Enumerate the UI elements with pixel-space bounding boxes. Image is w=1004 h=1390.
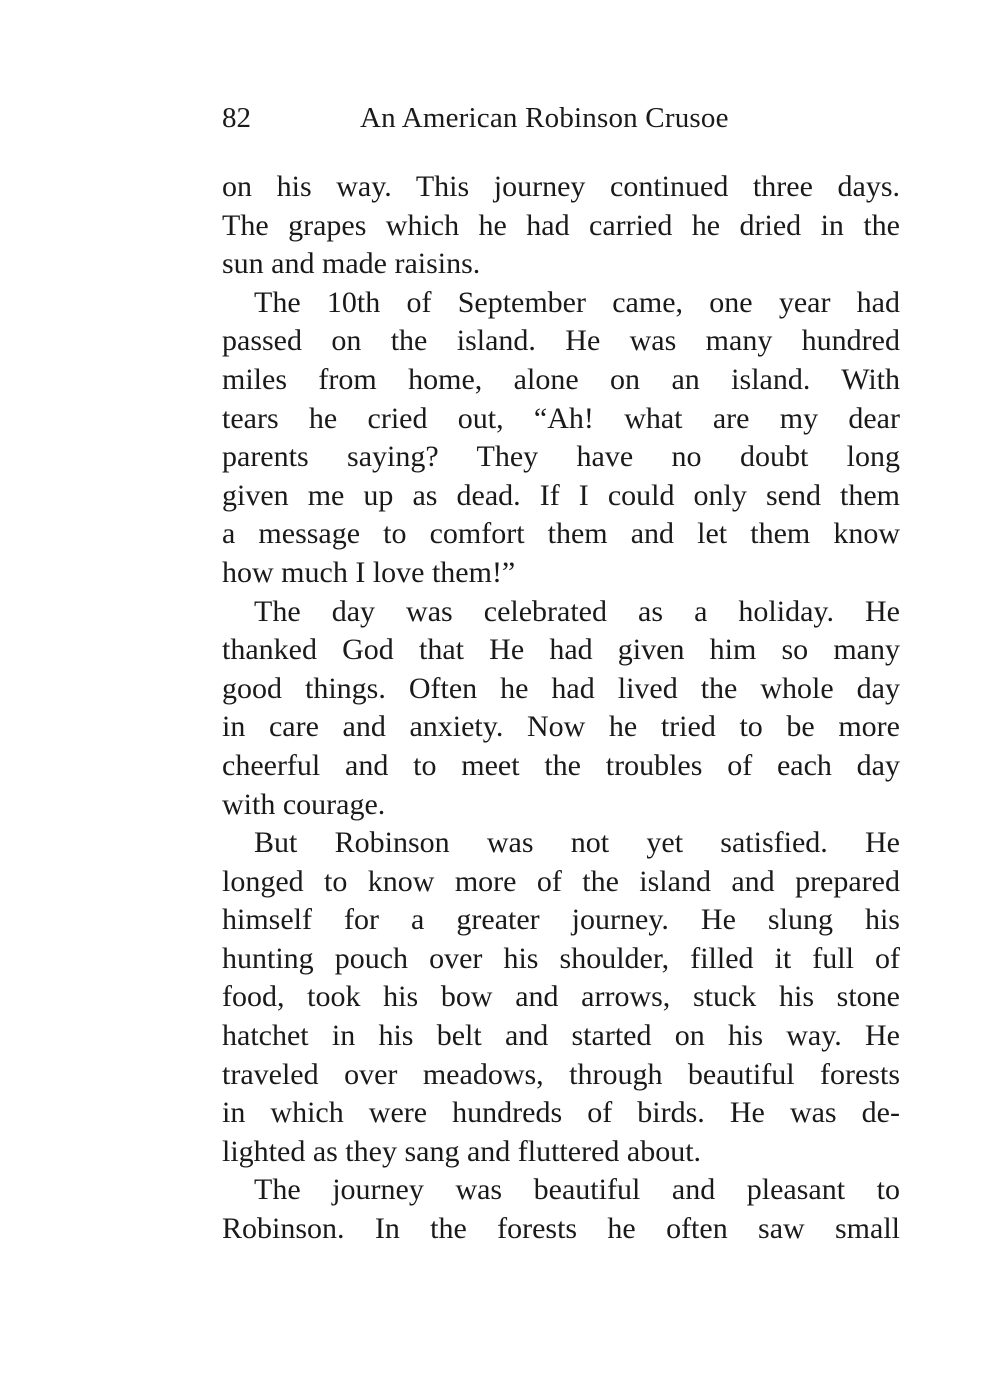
text-line: Robinson. In the forests he often saw small bbox=[222, 1212, 900, 1246]
text-line: good things. Often he had lived the whole day bbox=[222, 671, 900, 705]
text-line: cheerful and to meet the troubles of each day bbox=[222, 748, 900, 782]
text-line: in care and anxiety. Now he tried to be more bbox=[222, 710, 900, 744]
text-line: The journey was beautiful and pleasant to bbox=[254, 1173, 900, 1207]
text-line: parents saying? They have no doubt long bbox=[222, 440, 900, 474]
text-line: how much I love them!” bbox=[222, 555, 516, 589]
text-line: hunting pouch over his shoulder, filled it full of bbox=[222, 941, 900, 975]
text-line: But Robinson was not yet satisfied. He bbox=[254, 826, 900, 860]
text-line: hatchet in his belt and started on his way. He bbox=[222, 1019, 900, 1053]
text-line: on his way. This journey continued three days. bbox=[222, 170, 900, 203]
text-line: passed on the island. He was many hundred bbox=[222, 324, 900, 358]
body-text bbox=[222, 168, 900, 1249]
book-title: An American Robinson Crusoe bbox=[360, 102, 729, 134]
text-line: tears he cried out, “Ah! what are my dear bbox=[222, 401, 900, 435]
text-line: sun and made raisins. bbox=[222, 247, 481, 281]
text-line: given me up as dead. If I could only send them bbox=[222, 478, 900, 512]
text-line: himself for a greater journey. He slung his bbox=[222, 903, 900, 937]
page-number: 82 bbox=[222, 102, 251, 134]
text-line: traveled over meadows, through beautiful forests bbox=[222, 1057, 900, 1091]
text-line: miles from home, alone on an island. With bbox=[222, 362, 900, 396]
text-line: food, took his bow and arrows, stuck his stone bbox=[222, 980, 900, 1014]
text-line: The 10th of September came, one year had bbox=[254, 285, 900, 319]
text-line: lighted as they sang and fluttered about. bbox=[222, 1134, 702, 1168]
text-line: The day was celebrated as a holiday. He bbox=[254, 594, 900, 628]
text-line: in which were hundreds of birds. He was de- bbox=[222, 1096, 900, 1130]
text-line: with courage. bbox=[222, 787, 386, 821]
text-line: a message to comfort them and let them know bbox=[222, 517, 900, 551]
text-line: thanked God that He had given him so many bbox=[222, 633, 900, 667]
text-line: The grapes which he had carried he dried in the bbox=[222, 208, 900, 242]
text-line: longed to know more of the island and prepared bbox=[222, 864, 900, 898]
running-head bbox=[222, 98, 782, 138]
